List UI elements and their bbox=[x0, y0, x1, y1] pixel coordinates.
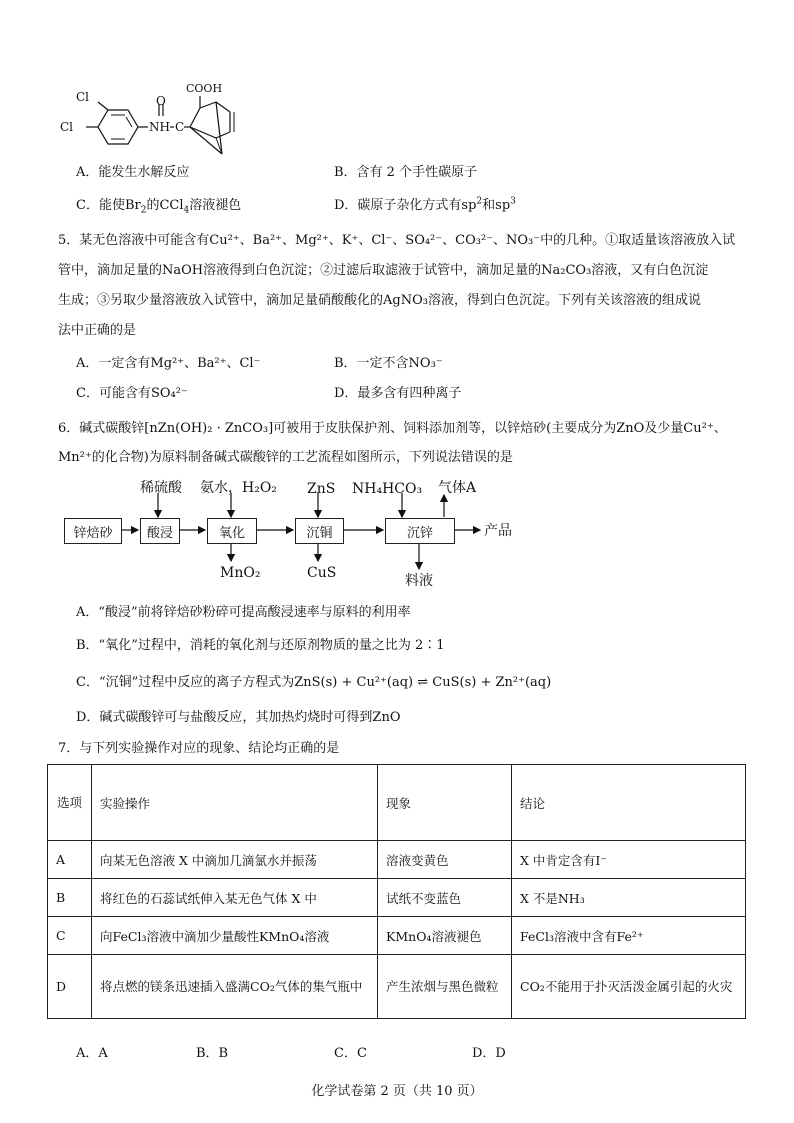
page-footer: 化学试卷第 2 页（共 10 页） bbox=[311, 1084, 483, 1099]
mol-cl-left: Cl bbox=[60, 120, 74, 134]
q5-option-b: B．一定不含NO₃⁻ bbox=[334, 356, 443, 371]
q7-option-c: C．C bbox=[334, 1046, 367, 1061]
q5-stem-line2: 管中，滴加足量的NaOH溶液得到白色沉淀；②过滤后取滤液于试管中，滴加足量的Na₂CO₃溶液，又有白色沉淀 bbox=[58, 263, 709, 278]
table-header-cell: 结论 bbox=[512, 765, 746, 841]
table-cell: FeCl₃溶液中含有Fe²⁺ bbox=[512, 917, 746, 955]
table-cell: X 不是NH₃ bbox=[512, 879, 746, 917]
table-row bbox=[48, 955, 746, 1019]
table-cell: CO₂不能用于扑灭活泼金属引起的火灾 bbox=[512, 955, 746, 1019]
q4-option-c: C．能使$Br_2$的CCl$_4$溶液褪色 bbox=[76, 198, 242, 216]
table-header-row bbox=[48, 765, 746, 841]
flow-input-oxidant: 氨水，H₂O₂ bbox=[200, 480, 277, 496]
mol-cl-top: Cl bbox=[76, 90, 90, 104]
mol-cooh: COOH bbox=[186, 82, 223, 95]
mol-o: O bbox=[156, 94, 166, 108]
flow-box-oxidation: 氧化 bbox=[207, 518, 257, 544]
table-row bbox=[48, 879, 746, 917]
flow-product: 产品 bbox=[484, 523, 512, 539]
q5-stem-line4: 法中正确的是 bbox=[58, 323, 137, 338]
flow-box-copper-removal: 沉铜 bbox=[295, 518, 344, 544]
table-cell: 溶液变黄色 bbox=[378, 841, 512, 879]
q5-option-c: C．可能含有SO₄²⁻ bbox=[76, 386, 188, 401]
q4-option-a: A．能发生水解反应 bbox=[76, 165, 190, 180]
table-row bbox=[48, 841, 746, 879]
table-cell: 试纸不变蓝色 bbox=[378, 879, 512, 917]
flow-input-acid: 稀硫酸 bbox=[140, 480, 182, 496]
table-cell: C bbox=[48, 917, 92, 955]
q5-stem-line1: 5．某无色溶液中可能含有Cu²⁺、Ba²⁺、Mg²⁺、K⁺、Cl⁻、SO₄²⁻、CO₃²⁻、NO₃⁻中的几种。①取适量该溶液放入试 bbox=[58, 233, 736, 248]
flow-box-zinc-precipitation: 沉锌 bbox=[385, 518, 455, 544]
table-header-cell: 现象 bbox=[378, 765, 512, 841]
table-header-cell: 选项 bbox=[48, 765, 92, 841]
q6-stem-line1: 6．碱式碳酸锌[nZn(OH)₂ · ZnCO₃]可被用于皮肤保护剂、饲料添加剂等，以锌焙砂(主要成分为ZnO及少量Cu²⁺、 bbox=[58, 421, 727, 436]
q6-option-d: D．碱式碳酸锌可与盐酸反应，其加热灼烧时可得到ZnO bbox=[76, 710, 401, 725]
table-cell: 将红色的石蕊试纸伸入某无色气体 X 中 bbox=[92, 879, 378, 917]
table-cell: KMnO₄溶液褪色 bbox=[378, 917, 512, 955]
q5-stem-line3: 生成；③另取少量溶液放入试管中，滴加足量硝酸酸化的AgNO₃溶液，得到白色沉淀。下列有关该溶液的组成说 bbox=[58, 293, 701, 308]
q5-option-a: A．一定含有Mg²⁺、Ba²⁺、Cl⁻ bbox=[76, 356, 261, 371]
table-cell: 向FeCl₃溶液中滴加少量酸性KMnO₄溶液 bbox=[92, 917, 378, 955]
table-cell: X 中肯定含有I⁻ bbox=[512, 841, 746, 879]
table-cell: 将点燃的镁条迅速插入盛满CO₂气体的集气瓶中 bbox=[92, 955, 378, 1019]
q7-option-b: B．B bbox=[196, 1046, 229, 1061]
flow-output-liquid: 料液 bbox=[405, 573, 433, 589]
flow-output-mno2: MnO₂ bbox=[220, 565, 261, 581]
flow-output-cus: CuS bbox=[307, 565, 337, 581]
table-cell: 向某无色溶液 X 中滴加几滴氯水并振荡 bbox=[92, 841, 378, 879]
table-row bbox=[48, 917, 746, 955]
table-cell: 产生浓烟与黑色微粒 bbox=[378, 955, 512, 1019]
flow-box-raw-material: 锌焙砂 bbox=[64, 518, 122, 544]
mol-c: C bbox=[175, 120, 185, 134]
q7-option-a: A．A bbox=[76, 1046, 108, 1061]
table-header-cell: 实验操作 bbox=[92, 765, 378, 841]
mol-nh: NH bbox=[149, 120, 170, 134]
flow-box-acid-leach: 酸浸 bbox=[140, 518, 180, 544]
q7-stem: 7．与下列实验操作对应的现象、结论均正确的是 bbox=[58, 741, 340, 756]
experiment-table bbox=[47, 764, 746, 1019]
table-cell: B bbox=[48, 879, 92, 917]
q6-option-c: C．“沉铜”过程中反应的离子方程式为ZnS(s) + Cu²⁺(aq) ⇌ CuS(s) + Zn²⁺(aq) bbox=[76, 675, 552, 690]
q7-option-d: D．D bbox=[472, 1046, 506, 1061]
q6-option-a: A．“酸浸”前将锌焙砂粉碎可提高酸浸速率与原料的利用率 bbox=[76, 605, 411, 620]
flow-input-zns: ZnS bbox=[307, 481, 336, 497]
flow-gas-a: 气体A bbox=[438, 480, 477, 496]
q6-stem-line2: Mn²⁺的化合物)为原料制备碱式碳酸锌的工艺流程如图所示，下列说法错误的是 bbox=[58, 450, 513, 465]
q4-option-d: D．碳原子杂化方式有$sp^2$和$sp^3$ bbox=[334, 196, 516, 213]
q4-option-b: B．含有 2 个手性碳原子 bbox=[334, 165, 478, 180]
table-cell: D bbox=[48, 955, 92, 1019]
table-cell: A bbox=[48, 841, 92, 879]
q6-option-b: B．“氧化”过程中，消耗的氧化剂与还原剂物质的量之比为 2∶1 bbox=[76, 638, 445, 653]
q5-option-d: D．最多含有四种离子 bbox=[334, 386, 462, 401]
flow-input-nh4hco3: NH₄HCO₃ bbox=[352, 481, 423, 497]
